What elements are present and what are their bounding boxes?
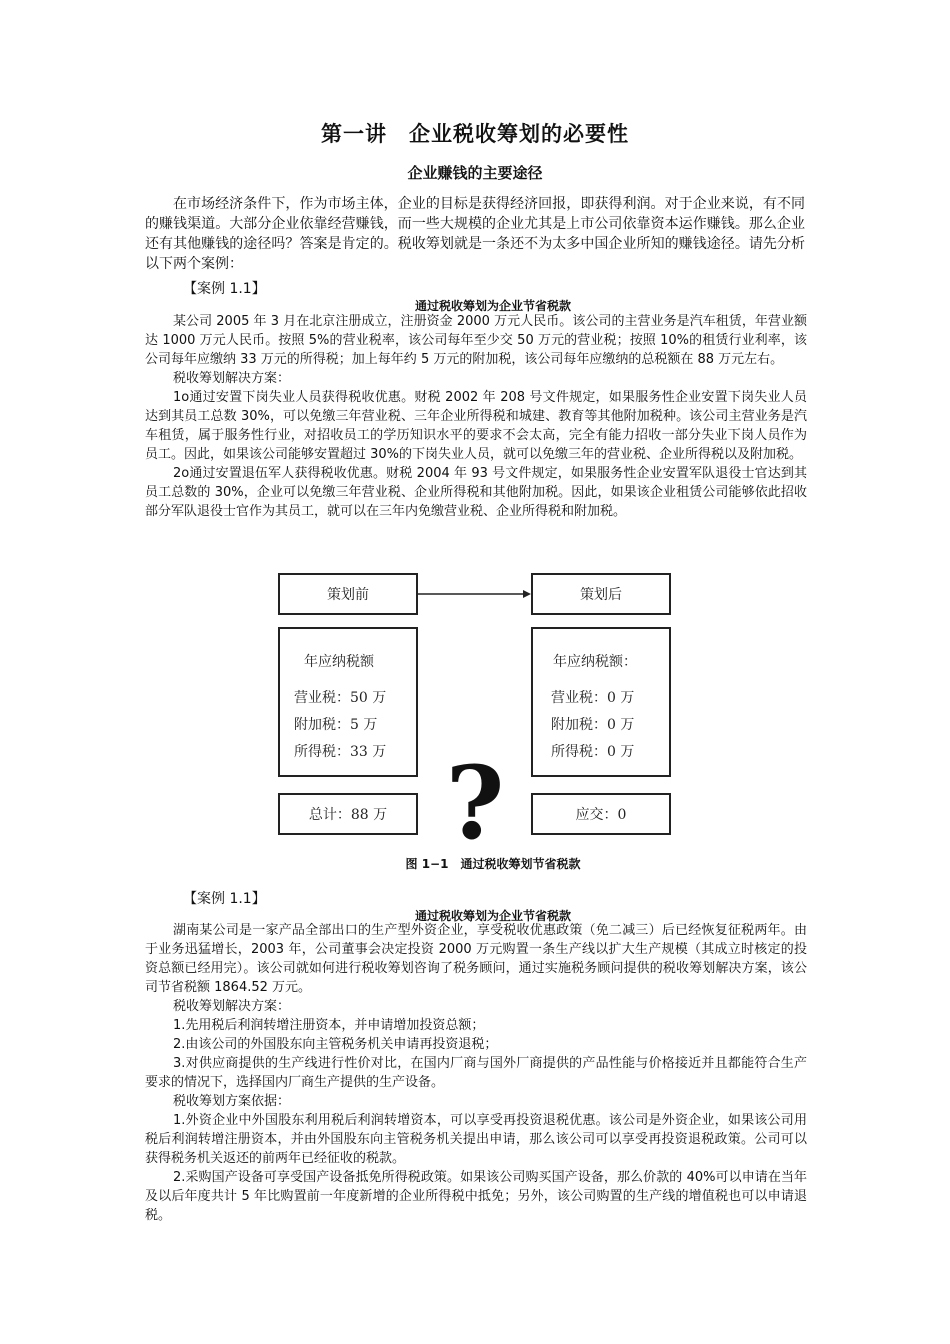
case2-paragraph-4: 2.由该公司的外国股东向主管税务机关申请再投资退税； xyxy=(173,1037,498,1052)
arrow-right-icon xyxy=(415,584,535,604)
intro-text: 在市场经济条件下，作为市场主体，企业的目标是获得经济回报，即获得利润。对于企业来说，有不同的赚钱渠道。大部分企业依靠经营赚钱，而一些大规模的企业尤其是上市公司依靠资本运作赚钱。那么企业还有其他赚钱的途径吗？答案是肯定的。税收筹划就是一条还不为太多中国企业所知的赚钱途径。请先分析以下两个案例： xyxy=(145,196,805,272)
figure-caption: 图 1−1 通过税收筹划节省税款 xyxy=(405,857,581,871)
case2-paragraph-8: 2.采购国产设备可享受国产设备抵免所得税政策。如果该公司购买国产设备，那么价款的 40%可以申请在当年及以后年度共计 5 年比购置前一年度新增的企业所得税中抵免；另外，该公司购置的生产线的增值税也可以申请退税。 xyxy=(145,1170,807,1223)
before-planning-label: 策划前 xyxy=(327,587,369,603)
after-tax-heading: 年应纳税额： xyxy=(553,654,637,670)
after-total-box xyxy=(531,793,671,835)
case2-paragraph-3: 1.先用税后利润转增注册资本，并申请增加投资总额； xyxy=(173,1018,485,1033)
intro-paragraph xyxy=(145,194,805,274)
before-tax-item: 营业税：50 万 xyxy=(294,690,387,706)
before-tax-item: 所得税：33 万 xyxy=(294,744,387,760)
after-total-label: 应交：0 xyxy=(575,807,627,823)
before-tax-box xyxy=(278,627,418,777)
before-planning-box xyxy=(278,573,418,615)
before-tax-heading: 年应纳税额 xyxy=(304,654,374,670)
after-planning-label: 策划后 xyxy=(580,587,622,603)
after-tax-item: 所得税：0 万 xyxy=(551,744,635,760)
tax-comparison-figure xyxy=(275,570,675,860)
case2-paragraph-1: 湖南某公司是一家产品全部出口的生产型外资企业，享受税收优惠政策（免二减三）后已经恢复征税两年。由于业务迅猛增长，2003 年，公司董事会决定投资 2000 万元购置一条生产线以扩大生产规模（其成立时核定的投资总额已经用完）。该公司就如何进行税收筹划咨询了税务顾问，通过实施税务顾问提供的税收筹划解决方案，该公司节省税额 1864.52 万元。 xyxy=(145,923,807,995)
case1-paragraph-2: 税收筹划解决方案： xyxy=(173,371,291,386)
case1-label: 【案例 1.1】 xyxy=(183,281,266,297)
case2-body xyxy=(145,921,807,1225)
case2-label: 【案例 1.1】 xyxy=(183,891,266,907)
case2-heading: 通过税收筹划为企业节省税款 xyxy=(414,909,571,923)
before-total-box xyxy=(278,793,418,835)
after-planning-box xyxy=(531,573,671,615)
case1-body xyxy=(145,312,807,521)
case2-paragraph-6: 税收筹划方案依据： xyxy=(173,1094,291,1109)
after-tax-item: 附加税：0 万 xyxy=(551,717,635,733)
case1-paragraph-3: 1o通过安置下岗失业人员获得税收优惠。财税 2002 年 208 号文件规定，如果服务性企业安置下岗失业人员达到其员工总数 30%，可以免缴三年营业税、三年企业所得税和城建、教育等其他附加税种。该公司主营业务是汽车租赁，属于服务性行业，对招收员工的学历知识水平的要求不会太高，完全有能力招收一部分失业下岗人员作为员工。因此，如果该公司能够安置超过 30%的下岗失业人员，就可以免缴三年的营业税、企业所得税以及附加税。 xyxy=(145,390,807,462)
case1-paragraph-4: 2o通过安置退伍军人获得税收优惠。财税 2004 年 93 号文件规定，如果服务性企业安置军队退役士官达到其员工总数的 30%，企业可以免缴三年营业税、企业所得税和其他附加税。因此，如果该企业租赁公司能够依此招收部分军队退役士官作为其员工，就可以在三年内免缴营业税、企业所得税和附加税。 xyxy=(145,466,807,519)
case2-paragraph-2: 税收筹划解决方案： xyxy=(173,999,291,1014)
case2-paragraph-5: 3.对供应商提供的生产线进行性价对比，在国内厂商与国外厂商提供的产品性能与价格接近并且都能符合生产要求的情况下，选择国内厂商生产提供的生产设备。 xyxy=(145,1056,807,1090)
section-subtitle: 企业赚钱的主要途径 xyxy=(407,164,543,182)
case1-paragraph-1: 某公司 2005 年 3 月在北京注册成立，注册资金 2000 万元人民币。该公司的主营业务是汽车租赁，年营业额达 1000 万元人民币。按照 5%的营业税率，该公司每年至少交 50 万元的营业税；按照 10%的租赁行业利率，该公司每年应缴纳 33 万元的所得税；加上每年约 5 万元的附加税，该公司每年应缴纳的总税额在 88 万元左右。 xyxy=(145,314,807,367)
question-mark-icon: ? xyxy=(445,744,505,862)
case1-heading: 通过税收筹划为企业节省税款 xyxy=(414,299,571,313)
before-tax-item: 附加税：5 万 xyxy=(294,717,378,733)
after-tax-item: 营业税：0 万 xyxy=(551,690,635,706)
before-total-label: 总计：88 万 xyxy=(308,807,388,823)
after-tax-box xyxy=(531,627,671,777)
case2-paragraph-7: 1.外资企业中外国股东利用税后利润转增资本，可以享受再投资退税优惠。该公司是外资企业，如果该公司用税后利润转增注册资本，并由外国股东向主管税务机关提出申请，那么该公司可以享受再投资退税政策。公司可以获得税务机关返还的前两年已经征收的税款。 xyxy=(145,1113,807,1166)
page-title: 第一讲 企业税收筹划的必要性 xyxy=(321,121,629,146)
